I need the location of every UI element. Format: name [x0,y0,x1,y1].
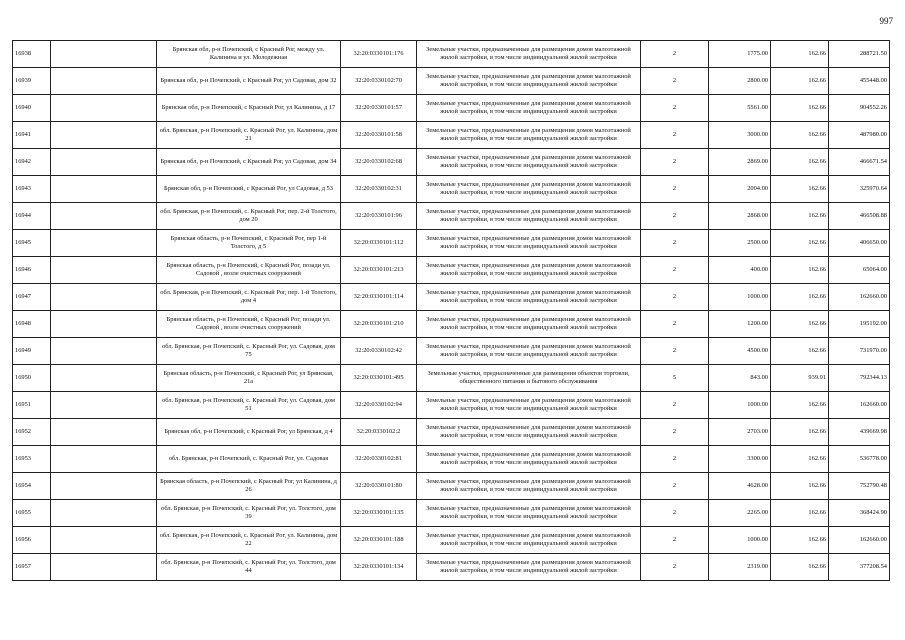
row-number-cell: 16944 [13,203,51,230]
specific-value-cell: 162.66 [771,149,829,176]
cadastral-value-cell: 377208.54 [829,554,890,581]
cadastral-value-cell: 406650.00 [829,230,890,257]
row-number-cell: 16955 [13,500,51,527]
address-cell: обл. Брянская, р-н Почепский, с. Красный Рог, ул. Калинина, дом 21 [157,122,341,149]
specific-value-cell: 939.91 [771,365,829,392]
empty-cell [51,419,157,446]
address-cell: обл. Брянская, р-н Почепский, с. Красный Рог, пер. 1-й Толстого, дом 4 [157,284,341,311]
table-row [13,419,890,446]
land-use-cell: Земельные участки, предназначенные для размещения домов малоэтажной жилой застройки, в том числе индивидуальной жилой застройки [417,554,641,581]
cadastral-number-cell: 32:20:0330102:68 [341,149,417,176]
land-use-cell: Земельные участки, предназначенные для размещения домов малоэтажной жилой застройки, в том числе индивидуальной жилой застройки [417,176,641,203]
specific-value-cell: 162.66 [771,527,829,554]
area-cell: 2868.00 [709,203,771,230]
specific-value-cell: 162.66 [771,419,829,446]
cadastral-number-cell: 32:20:0330101:495 [341,365,417,392]
cadastral-value-cell: 455448.00 [829,68,890,95]
row-number-cell: 16938 [13,41,51,68]
category-cell: 2 [641,284,709,311]
area-cell: 843.00 [709,365,771,392]
cadastral-number-cell: 32:20:0330101:80 [341,473,417,500]
table-row [13,122,890,149]
address-cell: Брянская область, р-н Почепский, с Красный Рог, ул Брянская, 21а [157,365,341,392]
table-row [13,527,890,554]
cadastral-number-cell: 32:20:0330101:96 [341,203,417,230]
category-cell: 2 [641,41,709,68]
empty-cell [51,68,157,95]
specific-value-cell: 162.66 [771,500,829,527]
area-cell: 1000.00 [709,284,771,311]
address-cell: обл. Брянская, р-н Почепский, с. Красный Рог, ул. Толстого, дом 39 [157,500,341,527]
row-number-cell: 16941 [13,122,51,149]
table-row [13,338,890,365]
empty-cell [51,176,157,203]
empty-cell [51,203,157,230]
row-number-cell: 16945 [13,230,51,257]
category-cell: 2 [641,257,709,284]
area-cell: 1775.00 [709,41,771,68]
cadastral-number-cell: 32:20:0330102:42 [341,338,417,365]
area-cell: 2500.00 [709,230,771,257]
category-cell: 2 [641,473,709,500]
cadastral-number-cell: 32:20:0330101:58 [341,122,417,149]
address-cell: Брянская область, р-н Почепский, с Красный Рог, пер 1-й Толстого, д 5 [157,230,341,257]
specific-value-cell: 162.66 [771,554,829,581]
area-cell: 2869.00 [709,149,771,176]
cadastral-value-cell: 731970.00 [829,338,890,365]
table-row [13,500,890,527]
area-cell: 2800.00 [709,68,771,95]
address-cell: Брянская обл, р-н Почепский, с Красный Рог, ул Брянская, д 4 [157,419,341,446]
cadastral-value-cell: 325970.64 [829,176,890,203]
table-row [13,473,890,500]
cadastral-value-cell: 466671.54 [829,149,890,176]
page-number: 997 [879,16,893,26]
land-use-cell: Земельные участки, предназначенные для размещения домов малоэтажной жилой застройки, в том числе индивидуальной жилой застройки [417,311,641,338]
table-row [13,446,890,473]
cadastral-number-cell: 32:20:0330101:114 [341,284,417,311]
specific-value-cell: 162.66 [771,95,829,122]
address-cell: Брянская область, р-н Почепский, с Красный Рог, позади ул. Садовой , возле очистных сооружений [157,311,341,338]
category-cell: 5 [641,365,709,392]
address-cell: Брянская область, р-н Почепский, с Красный Рог, ул Калинина, д 26 [157,473,341,500]
area-cell: 2703.00 [709,419,771,446]
cadastral-number-cell: 32:20:0330102:31 [341,176,417,203]
cadastral-number-cell: 32:20:0330102:70 [341,68,417,95]
land-use-cell: Земельные участки, предназначенные для размещения домов малоэтажной жилой застройки, в том числе индивидуальной жилой застройки [417,473,641,500]
land-use-cell: Земельные участки, предназначенные для размещения домов малоэтажной жилой застройки, в том числе индивидуальной жилой застройки [417,68,641,95]
row-number-cell: 16951 [13,392,51,419]
cadastral-number-cell: 32:20:0330101:135 [341,500,417,527]
table-row [13,257,890,284]
specific-value-cell: 162.66 [771,122,829,149]
specific-value-cell: 162.66 [771,284,829,311]
land-use-cell: Земельные участки, предназначенные для размещения домов малоэтажной жилой застройки, в том числе индивидуальной жилой застройки [417,149,641,176]
cadastral-number-cell: 32:20:0330102:2 [341,419,417,446]
table-row [13,365,890,392]
specific-value-cell: 162.66 [771,446,829,473]
row-number-cell: 16947 [13,284,51,311]
empty-cell [51,446,157,473]
row-number-cell: 16949 [13,338,51,365]
area-cell: 2319.00 [709,554,771,581]
area-cell: 400.00 [709,257,771,284]
address-cell: Брянская обл, р-н Почепский, с Красный Рог, ул Садовая, д 53 [157,176,341,203]
area-cell: 2004.00 [709,176,771,203]
cadastral-value-cell: 195192.00 [829,311,890,338]
category-cell: 2 [641,311,709,338]
address-cell: Брянская область, р-н Почепский, с Красный Рог, позади ул. Садовой , возле очистных сооружений [157,257,341,284]
cadastral-number-cell: 32:20:0330101:112 [341,230,417,257]
table-row [13,41,890,68]
empty-cell [51,95,157,122]
table-row [13,95,890,122]
category-cell: 2 [641,419,709,446]
table-row [13,554,890,581]
address-cell: обл. Брянская, р-н Почепский, с. Красный Рог, ул. Садовая, дом 51 [157,392,341,419]
row-number-cell: 16956 [13,527,51,554]
address-cell: Брянская обл, р-н Почепский, с Красный Рог, ул Калинина, д 17 [157,95,341,122]
specific-value-cell: 162.66 [771,392,829,419]
land-use-cell: Земельные участки, предназначенные для размещения домов малоэтажной жилой застройки, в том числе индивидуальной жилой застройки [417,203,641,230]
empty-cell [51,41,157,68]
category-cell: 2 [641,554,709,581]
empty-cell [51,392,157,419]
area-cell: 4628.00 [709,473,771,500]
land-use-cell: Земельные участки, предназначенные для размещения объектов торговли, общественного питания и бытового обслуживания [417,365,641,392]
cadastral-value-cell: 439669.98 [829,419,890,446]
address-cell: обл. Брянская, р-н Почепский, с. Красный Рог, ул. Толстого, дом 44 [157,554,341,581]
land-use-cell: Земельные участки, предназначенные для размещения домов малоэтажной жилой застройки, в том числе индивидуальной жилой застройки [417,419,641,446]
cadastral-value-cell: 904552.26 [829,95,890,122]
land-use-cell: Земельные участки, предназначенные для размещения домов малоэтажной жилой застройки, в том числе индивидуальной жилой застройки [417,230,641,257]
land-use-cell: Земельные участки, предназначенные для размещения домов малоэтажной жилой застройки, в том числе индивидуальной жилой застройки [417,446,641,473]
specific-value-cell: 162.66 [771,257,829,284]
table-row [13,311,890,338]
empty-cell [51,473,157,500]
specific-value-cell: 162.66 [771,230,829,257]
table-body [13,41,890,581]
area-cell: 5561.00 [709,95,771,122]
cadastral-value-cell: 536778.00 [829,446,890,473]
specific-value-cell: 162.66 [771,311,829,338]
address-cell: обл. Брянская, р-н Почепский, с. Красный Рог, ул. Садовая, дом 75 [157,338,341,365]
cadastral-value-cell: 288721.50 [829,41,890,68]
row-number-cell: 16952 [13,419,51,446]
cadastral-value-cell: 466508.88 [829,203,890,230]
row-number-cell: 16953 [13,446,51,473]
specific-value-cell: 162.66 [771,68,829,95]
category-cell: 2 [641,446,709,473]
cadastral-number-cell: 32:20:0330101:57 [341,95,417,122]
row-number-cell: 16957 [13,554,51,581]
empty-cell [51,122,157,149]
empty-cell [51,284,157,311]
row-number-cell: 16940 [13,95,51,122]
cadastral-number-cell: 32:20:0330101:188 [341,527,417,554]
category-cell: 2 [641,527,709,554]
category-cell: 2 [641,338,709,365]
empty-cell [51,311,157,338]
cadastral-number-cell: 32:20:0330101:176 [341,41,417,68]
cadastral-value-cell: 752790.48 [829,473,890,500]
specific-value-cell: 162.66 [771,41,829,68]
cadastral-value-cell: 792344.13 [829,365,890,392]
address-cell: Брянская обл, р-н Почепский, с Красный Рог, между ул. Калинина и ул. Молодежная [157,41,341,68]
cadastral-value-cell: 368424.90 [829,500,890,527]
land-use-cell: Земельные участки, предназначенные для размещения домов малоэтажной жилой застройки, в том числе индивидуальной жилой застройки [417,500,641,527]
row-number-cell: 16942 [13,149,51,176]
cadastral-number-cell: 32:20:0330101:210 [341,311,417,338]
address-cell: обл. Брянская, р-н Почепский, с. Красный Рог, пер. 2-й Толстого, дом 20 [157,203,341,230]
land-use-cell: Земельные участки, предназначенные для размещения домов малоэтажной жилой застройки, в том числе индивидуальной жилой застройки [417,527,641,554]
area-cell: 4500.00 [709,338,771,365]
land-use-cell: Земельные участки, предназначенные для размещения домов малоэтажной жилой застройки, в том числе индивидуальной жилой застройки [417,41,641,68]
table-row [13,392,890,419]
specific-value-cell: 162.66 [771,203,829,230]
area-cell: 1000.00 [709,527,771,554]
cadastral-value-cell: 487980.00 [829,122,890,149]
empty-cell [51,230,157,257]
area-cell: 3000.00 [709,122,771,149]
row-number-cell: 16943 [13,176,51,203]
cadastral-value-cell: 65064.00 [829,257,890,284]
cadastral-value-cell: 162660.00 [829,284,890,311]
area-cell: 2265.00 [709,500,771,527]
area-cell: 3300.00 [709,446,771,473]
row-number-cell: 16939 [13,68,51,95]
cadastral-value-cell: 162660.00 [829,392,890,419]
cadastral-value-table [12,40,890,581]
address-cell: Брянская обл, р-н Почепский, с Красный Рог, ул Садовая, дом 34 [157,149,341,176]
row-number-cell: 16954 [13,473,51,500]
row-number-cell: 16950 [13,365,51,392]
empty-cell [51,338,157,365]
table-row [13,149,890,176]
category-cell: 2 [641,149,709,176]
row-number-cell: 16948 [13,311,51,338]
category-cell: 2 [641,230,709,257]
specific-value-cell: 162.66 [771,338,829,365]
table-row [13,230,890,257]
land-use-cell: Земельные участки, предназначенные для размещения домов малоэтажной жилой застройки, в том числе индивидуальной жилой застройки [417,95,641,122]
empty-cell [51,257,157,284]
cadastral-number-cell: 32:20:0330102:94 [341,392,417,419]
empty-cell [51,500,157,527]
specific-value-cell: 162.66 [771,473,829,500]
table-row [13,176,890,203]
address-cell: обл. Брянская, р-н Почепский, с. Красный Рог, ул. Калинина, дом 22 [157,527,341,554]
cadastral-number-cell: 32:20:0330102:81 [341,446,417,473]
category-cell: 2 [641,122,709,149]
empty-cell [51,365,157,392]
empty-cell [51,554,157,581]
table-row [13,284,890,311]
address-cell: обл. Брянская, р-н Почепский, с. Красный Рог, ул. Садовая [157,446,341,473]
category-cell: 2 [641,392,709,419]
cadastral-value-cell: 162660.00 [829,527,890,554]
land-use-cell: Земельные участки, предназначенные для размещения домов малоэтажной жилой застройки, в том числе индивидуальной жилой застройки [417,122,641,149]
category-cell: 2 [641,95,709,122]
category-cell: 2 [641,203,709,230]
category-cell: 2 [641,500,709,527]
empty-cell [51,527,157,554]
category-cell: 2 [641,176,709,203]
land-use-cell: Земельные участки, предназначенные для размещения домов малоэтажной жилой застройки, в том числе индивидуальной жилой застройки [417,392,641,419]
land-use-cell: Земельные участки, предназначенные для размещения домов малоэтажной жилой застройки, в том числе индивидуальной жилой застройки [417,284,641,311]
address-cell: Брянская обл, р-н Почепский, с Красный Рог, ул Садовая, дом 32 [157,68,341,95]
land-use-cell: Земельные участки, предназначенные для размещения домов малоэтажной жилой застройки, в том числе индивидуальной жилой застройки [417,338,641,365]
row-number-cell: 16946 [13,257,51,284]
area-cell: 1000.00 [709,392,771,419]
cadastral-number-cell: 32:20:0330101:134 [341,554,417,581]
table-row [13,203,890,230]
empty-cell [51,149,157,176]
area-cell: 1200.00 [709,311,771,338]
specific-value-cell: 162.66 [771,176,829,203]
table-row [13,68,890,95]
cadastral-number-cell: 32:20:0330101:213 [341,257,417,284]
land-use-cell: Земельные участки, предназначенные для размещения домов малоэтажной жилой застройки, в том числе индивидуальной жилой застройки [417,257,641,284]
category-cell: 2 [641,68,709,95]
